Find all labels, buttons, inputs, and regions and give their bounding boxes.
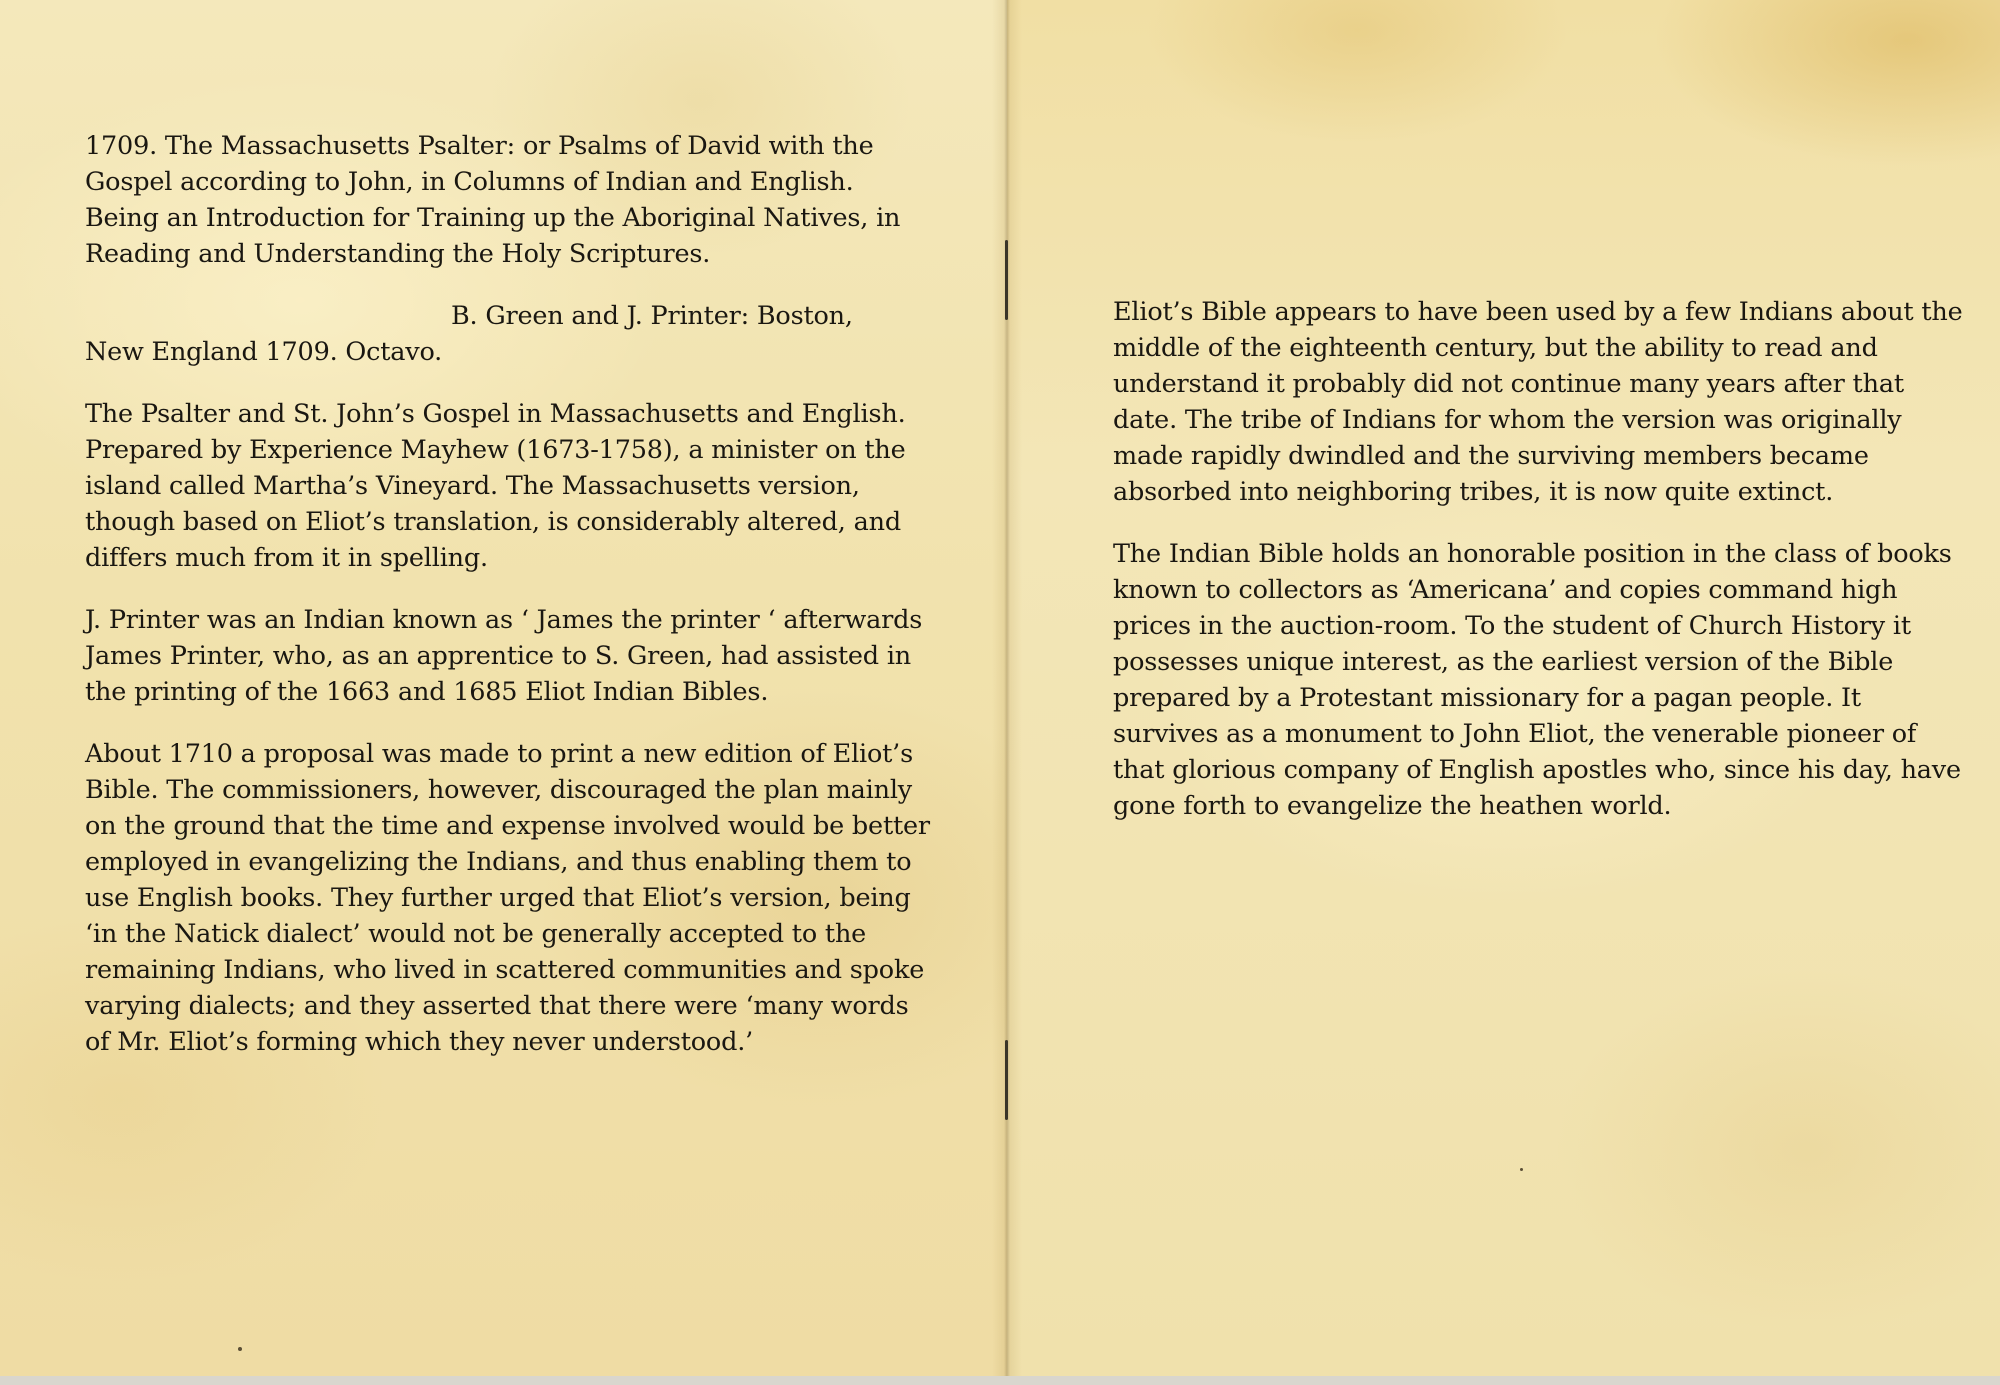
ink-speck — [238, 1347, 242, 1351]
imprint-paragraph — [85, 298, 935, 370]
book-gutter — [992, 0, 1022, 1376]
bible-usage-paragraph: Eliot’s Bible appears to have been used by a few Indians about the middle of the eighteenth century, but the ability to read and understand it probably did not continue many years after that date. The tribe of Indians for whom the version was originally made rapidly dwindled and the surviving members became absorbed into neighboring tribes, it is now quite extinct. — [1113, 297, 1963, 507]
psalter-description-paragraph: The Psalter and St. John’s Gospel in Massachusetts and English. Prepared by Experience Mayhew (1673-1758), a minister on the island called Martha’s Vineyard. The Massachusetts version, though based on Eliot’s translation, is considerably altered, and differs much from it in spelling. — [85, 399, 906, 573]
ink-speck — [1520, 1168, 1523, 1171]
scan-bottom-edge — [0, 1376, 2000, 1385]
right-page-text — [1113, 294, 1973, 850]
psalter-title-paragraph: 1709. The Massachusetts Psalter: or Psalms of David with the Gospel according to John, in Columns of Indian and English. Being an Introduction for Training up the Aboriginal Natives, in Reading and Understanding the Holy Scriptures. — [85, 131, 901, 269]
americana-paragraph: The Indian Bible holds an honorable position in the class of books known to collectors as ‘Americana’ and copies command high prices in the auction-room. To the student of Church History it possesses unique interest, as the earliest version of the Bible prepared by a Protestant missionary for a pagan people. It survives as a monument to John Eliot, the venerable pioneer of that glorious company of English apostles who, since his day, have gone forth to evangelize the heathen world. — [1113, 539, 1961, 821]
imprint-line-2: New England 1709. Octavo. — [85, 337, 443, 367]
new-edition-proposal-paragraph: About 1710 a proposal was made to print a new edition of Eliot’s Bible. The commissioners, however, discouraged the plan mainly on the ground that the time and expense involved would be better employed in evangelizing the Indians, and thus enabling them to use English books. They further urged that Eliot’s version, being ‘in the Natick dialect’ would not be generally accepted to the remaining Indians, who lived in scattered communities and spoke varying dialects; and they asserted that there were ‘many words of Mr. Eliot’s forming which they never understood.’ — [85, 739, 930, 1057]
james-printer-paragraph: J. Printer was an Indian known as ‘ James the printer ‘ afterwards James Printer, who, as an apprentice to S. Green, had assisted in the printing of the 1663 and 1685 Eliot Indian Bibles. — [85, 605, 923, 707]
binding-stitch-top — [1005, 240, 1008, 320]
right-page — [1007, 0, 2000, 1376]
left-page-text — [85, 128, 935, 1086]
imprint-line-1: B. Green and J. Printer: Boston, — [451, 301, 853, 331]
binding-stitch-bottom — [1005, 1040, 1008, 1120]
